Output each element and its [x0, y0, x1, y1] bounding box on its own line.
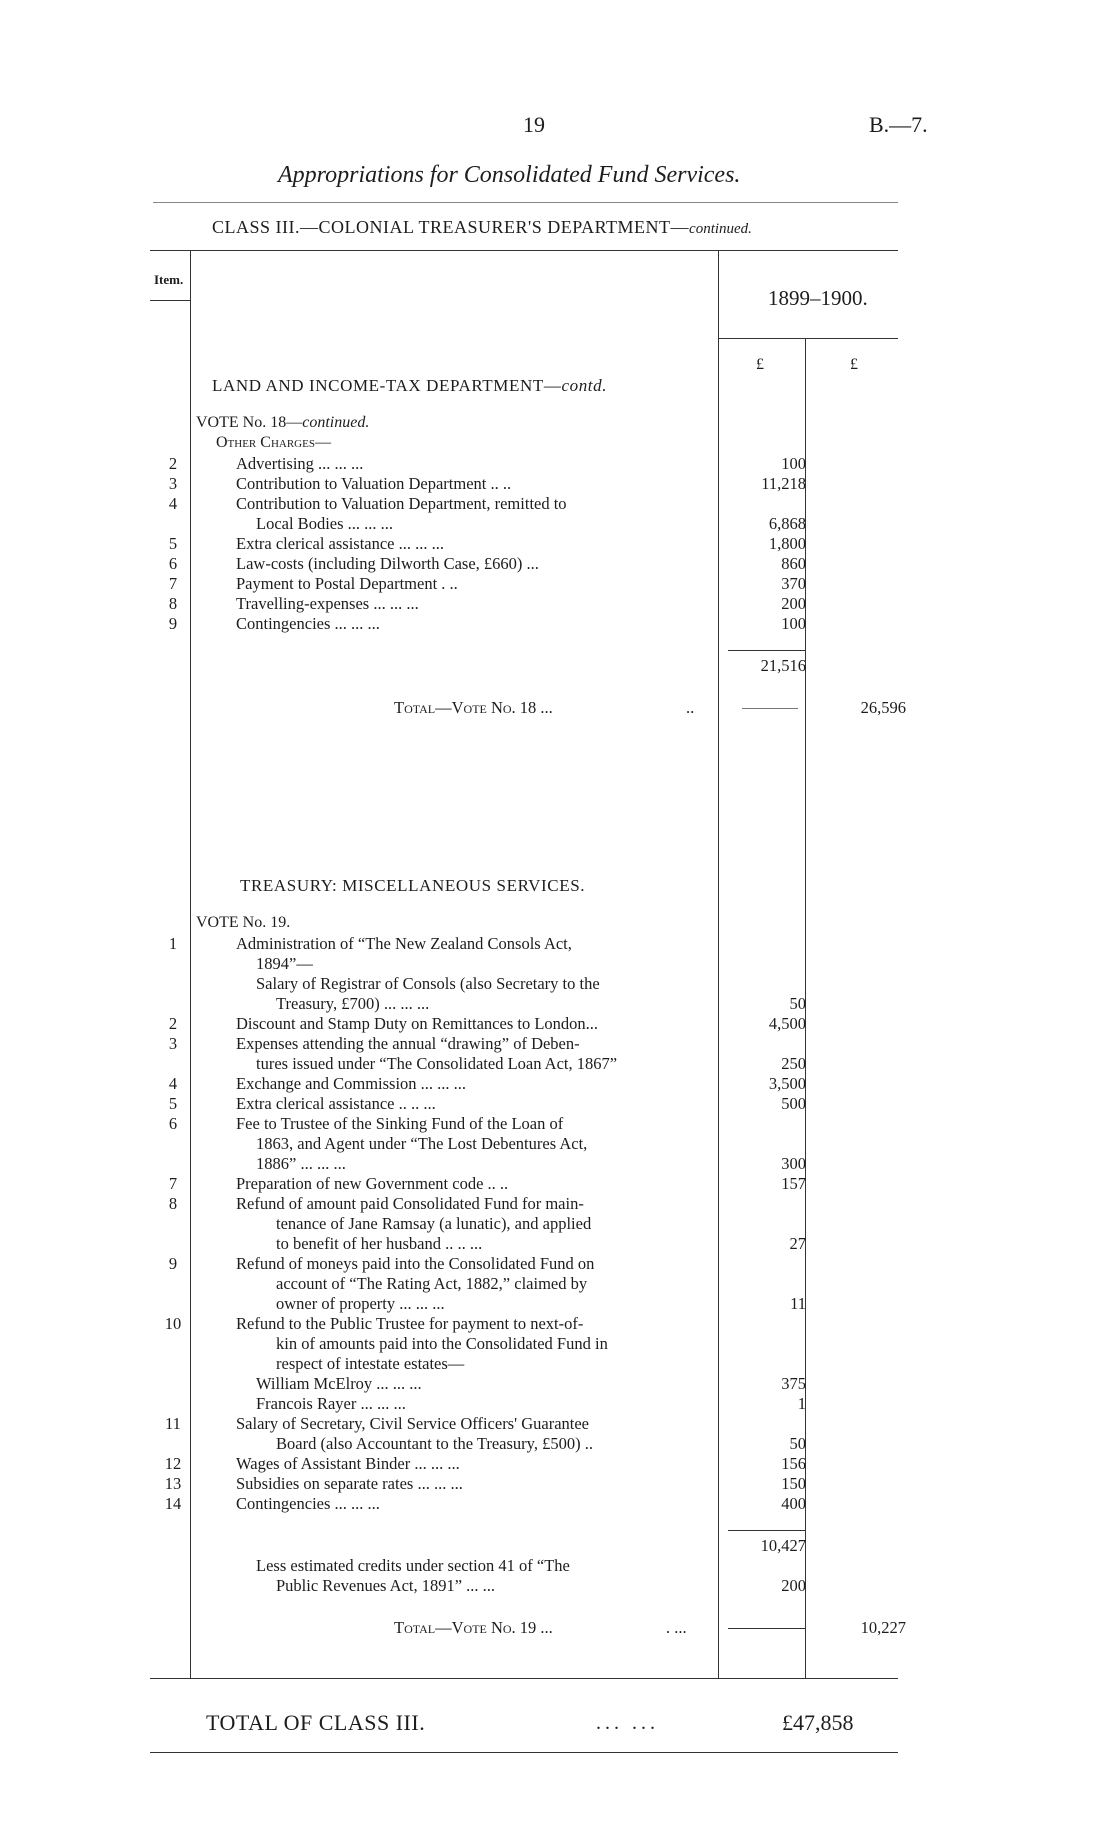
- item-description: Extra clerical assistance .. .. ...: [236, 1094, 436, 1113]
- item-amount: 200: [781, 594, 806, 613]
- subtotal-rule: [728, 1530, 805, 1531]
- credits-amount: 200: [781, 1576, 806, 1595]
- vote-total-label: Total—Vote No. 18 ...: [394, 698, 553, 717]
- class-heading: [212, 217, 752, 238]
- item-number: 10: [164, 1314, 182, 1333]
- table-row: [0, 1034, 1114, 1054]
- item-amount: 860: [781, 554, 806, 573]
- subtotal-amount: 21,516: [760, 656, 806, 675]
- table-row: [0, 534, 1114, 554]
- item-amount: 157: [781, 1174, 806, 1193]
- page-bottom-rule: [150, 1752, 898, 1753]
- item-description: Wages of Assistant Binder ... ... ...: [236, 1454, 460, 1473]
- item-description: Salary of Secretary, Civil Service Officers' Guarantee: [236, 1414, 589, 1433]
- table-row: [0, 514, 1114, 534]
- vote-label: VOTE No. 18—: [196, 414, 303, 431]
- table-row: [0, 1434, 1114, 1454]
- item-description: 1863, and Agent under “The Lost Debentures Act,: [256, 1134, 588, 1153]
- table-row: [0, 1294, 1114, 1314]
- item-description: account of “The Rating Act, 1882,” claimed by: [276, 1274, 588, 1293]
- item-description: Advertising ... ... ...: [236, 454, 364, 473]
- item-amount: 400: [781, 1494, 806, 1513]
- item-description: Local Bodies ... ... ...: [256, 514, 394, 533]
- section-heading: [212, 376, 607, 396]
- item-amount: 100: [781, 614, 806, 633]
- table-row: [0, 1014, 1114, 1034]
- table-row: [0, 1214, 1114, 1234]
- item-description: to benefit of her husband .. .. ...: [276, 1234, 483, 1253]
- item-amount: 300: [781, 1154, 806, 1173]
- vote-total-row: [0, 1618, 1114, 1638]
- item-description: William McElroy ... ... ...: [256, 1374, 422, 1393]
- table-row: [0, 1254, 1114, 1274]
- table-row: [0, 1354, 1114, 1374]
- item-number: 11: [165, 1414, 181, 1433]
- item-description: 1894”—: [256, 954, 313, 973]
- item-description: Treasury, £700) ... ... ...: [276, 994, 430, 1013]
- vote-suffix: continued.: [302, 414, 370, 431]
- item-number: 5: [168, 1094, 178, 1113]
- table-row: [0, 1374, 1114, 1394]
- item-number: 8: [168, 594, 178, 613]
- item-amount: 370: [781, 574, 806, 593]
- dash-rule: [728, 1628, 805, 1629]
- subtotal-row: [0, 1536, 1114, 1556]
- item-amount: 375: [781, 1374, 806, 1393]
- leader-dots: ... ...: [596, 1712, 659, 1734]
- item-number: 5: [168, 534, 178, 553]
- table-row: [0, 954, 1114, 974]
- item-description: Contingencies ... ... ...: [236, 614, 380, 633]
- vote-total-amount: 26,596: [860, 698, 906, 717]
- item-number: 14: [164, 1494, 182, 1513]
- table-row: [0, 494, 1114, 514]
- table-row: [0, 1576, 1114, 1596]
- table-row: [0, 934, 1114, 954]
- item-amount: 11,218: [761, 474, 806, 493]
- table-row: [0, 1334, 1114, 1354]
- subtotal-rule: [728, 650, 805, 651]
- item-amount: 6,868: [768, 514, 806, 533]
- table-row: [0, 994, 1114, 1014]
- item-description: Francois Rayer ... ... ...: [256, 1394, 406, 1413]
- item-description: Extra clerical assistance ... ... ...: [236, 534, 444, 553]
- item-description: Travelling-expenses ... ... ...: [236, 594, 419, 613]
- item-description: Payment to Postal Department . ..: [236, 574, 458, 593]
- pound-symbol: £: [756, 356, 764, 373]
- table-row: [0, 1194, 1114, 1214]
- item-number: 2: [168, 1014, 178, 1033]
- item-amount: 150: [781, 1474, 806, 1493]
- table-row: [0, 1114, 1114, 1134]
- leader-dots: . ...: [666, 1618, 687, 1637]
- class-heading-text: CLASS III.—COLONIAL TREASURER'S DEPARTMENT—: [212, 217, 690, 237]
- grand-total-amount: £47,858: [782, 1710, 854, 1735]
- item-description: Fee to Trustee of the Sinking Fund of the Loan of: [236, 1114, 564, 1133]
- table-top-rule: [150, 250, 898, 251]
- table-row: [0, 1414, 1114, 1434]
- table-row: [0, 574, 1114, 594]
- credits-description: Less estimated credits under section 41 of “The: [256, 1556, 570, 1575]
- item-amount: 27: [789, 1234, 806, 1253]
- item-number: 13: [164, 1474, 182, 1493]
- item-number: 12: [164, 1454, 182, 1473]
- item-description: Exchange and Commission ... ... ...: [236, 1074, 467, 1093]
- table-row: [0, 1394, 1114, 1414]
- table-row: [0, 1094, 1114, 1114]
- subheading-other-charges: Other Charges—: [216, 434, 331, 451]
- table-row: [0, 1134, 1114, 1154]
- subtotal-row: [0, 656, 1114, 676]
- item-number: 7: [168, 1174, 178, 1193]
- item-description: tures issued under “The Consolidated Loan Act, 1867”: [256, 1054, 618, 1073]
- year-header-rule: [718, 338, 898, 339]
- item-description: Administration of “The New Zealand Consols Act,: [236, 934, 572, 953]
- item-number: 3: [168, 474, 178, 493]
- item-description: Discount and Stamp Duty on Remittances to London...: [236, 1014, 599, 1033]
- item-description: tenance of Jane Ramsay (a lunatic), and applied: [276, 1214, 592, 1233]
- table-row: [0, 454, 1114, 474]
- item-amount: 156: [781, 1454, 806, 1473]
- table-row: [0, 1494, 1114, 1514]
- pound-symbol: £: [850, 356, 858, 373]
- credits-description: Public Revenues Act, 1891” ... ...: [276, 1576, 496, 1595]
- item-description: 1886” ... ... ...: [256, 1154, 346, 1173]
- table-row: [0, 1474, 1114, 1494]
- subtotal-amount: 10,427: [760, 1536, 806, 1555]
- table-row: [0, 594, 1114, 614]
- item-amount: 100: [781, 454, 806, 473]
- item-description: Salary of Registrar of Consols (also Secretary to the: [256, 974, 600, 993]
- table-row: [0, 1274, 1114, 1294]
- section-heading-text: LAND AND INCOME-TAX DEPARTMENT—: [212, 376, 562, 395]
- section-heading-suffix: contd.: [561, 376, 608, 395]
- table-row: [0, 1454, 1114, 1474]
- item-number: 2: [168, 454, 178, 473]
- section-heading: TREASURY: MISCELLANEOUS SERVICES.: [240, 876, 586, 895]
- document-reference: B.—7.: [869, 112, 928, 137]
- page-title: Appropriations for Consolidated Fund Services.: [278, 162, 741, 188]
- table-row: [0, 1556, 1114, 1576]
- item-description: respect of intestate estates—: [276, 1354, 465, 1373]
- vote-total-amount: 10,227: [860, 1618, 906, 1637]
- item-number: 4: [168, 494, 178, 513]
- vote-heading: [196, 414, 369, 432]
- item-description: Preparation of new Government code .. ..: [236, 1174, 509, 1193]
- item-number: 4: [168, 1074, 178, 1093]
- dash-rule: [742, 708, 798, 709]
- item-amount: 50: [789, 994, 806, 1013]
- item-amount: 3,500: [768, 1074, 806, 1093]
- item-description: Contingencies ... ... ...: [236, 1494, 380, 1513]
- item-amount: 11: [790, 1294, 806, 1313]
- table-row: [0, 1054, 1114, 1074]
- item-description: Contribution to Valuation Department .. ..: [236, 474, 512, 493]
- item-description: Subsidies on separate rates ... ... ...: [236, 1474, 463, 1493]
- vote-total-row: [0, 698, 1114, 718]
- class-heading-suffix: continued.: [689, 221, 752, 237]
- item-amount: 250: [781, 1054, 806, 1073]
- item-description: Refund of moneys paid into the Consolidated Fund on: [236, 1254, 595, 1273]
- item-description: Contribution to Valuation Department, remitted to: [236, 494, 567, 513]
- table-row: [0, 974, 1114, 994]
- item-amount: 50: [789, 1434, 806, 1453]
- table-row: [0, 1154, 1114, 1174]
- item-description: owner of property ... ... ...: [276, 1294, 445, 1313]
- table-row: [0, 474, 1114, 494]
- table-bottom-rule: [150, 1678, 898, 1679]
- item-number: 9: [168, 614, 178, 633]
- item-amount: 1: [797, 1394, 806, 1413]
- vote-heading: VOTE No. 19.: [196, 914, 291, 931]
- item-description: Refund to the Public Trustee for payment to next-of-: [236, 1314, 584, 1333]
- leader-dots: ..: [686, 698, 695, 717]
- item-description: Law-costs (including Dilworth Case, £660) ...: [236, 554, 539, 573]
- grand-total-label: TOTAL OF CLASS III.: [206, 1710, 426, 1735]
- item-amount: 1,800: [768, 534, 806, 553]
- year-column-header: 1899–1900.: [768, 286, 868, 310]
- title-rule: [153, 202, 898, 203]
- item-number: 7: [168, 574, 178, 593]
- item-number: 8: [168, 1194, 178, 1213]
- item-description: Refund of amount paid Consolidated Fund for main-: [236, 1194, 584, 1213]
- table-row: [0, 554, 1114, 574]
- item-amount: 500: [781, 1094, 806, 1113]
- item-column-header: Item.: [154, 272, 184, 287]
- item-number: 3: [168, 1034, 178, 1053]
- item-description: Board (also Accountant to the Treasury, £500) ..: [276, 1434, 593, 1453]
- vote-total-label: Total—Vote No. 19 ...: [394, 1618, 553, 1637]
- item-number: 1: [168, 934, 178, 953]
- table-row: [0, 614, 1114, 634]
- item-amount: 4,500: [768, 1014, 806, 1033]
- table-row: [0, 1234, 1114, 1254]
- item-number: 9: [168, 1254, 178, 1273]
- item-number: 6: [168, 554, 178, 573]
- item-description: kin of amounts paid into the Consolidated Fund in: [276, 1334, 608, 1353]
- item-description: Expenses attending the annual “drawing” of Deben-: [236, 1034, 580, 1053]
- page-number: 19: [523, 112, 545, 137]
- table-row: [0, 1314, 1114, 1334]
- item-header-rule: [150, 300, 190, 301]
- table-row: [0, 1074, 1114, 1094]
- item-number: 6: [168, 1114, 178, 1133]
- table-row: [0, 1174, 1114, 1194]
